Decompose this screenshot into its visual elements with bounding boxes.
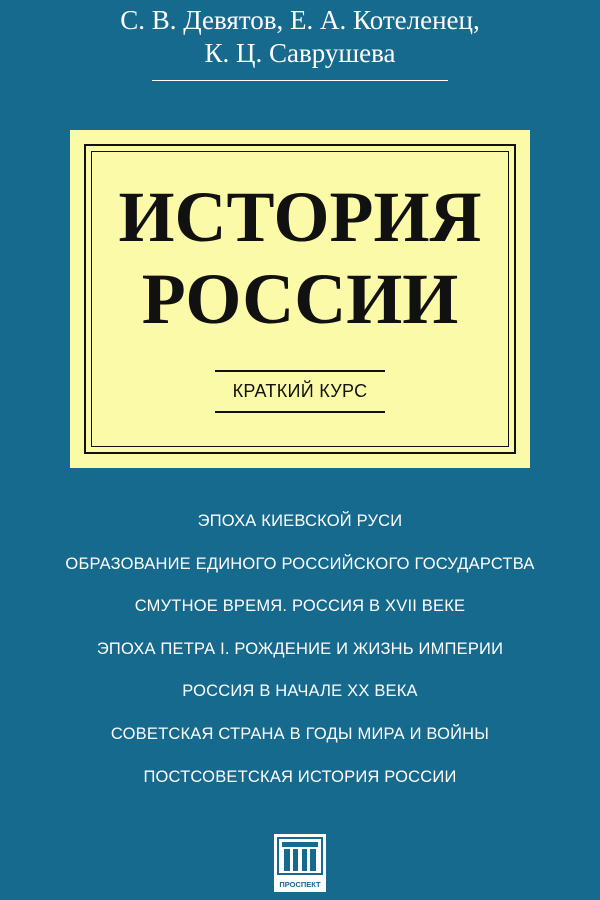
topic-item: ЭПОХА КИЕВСКОЙ РУСИ	[197, 512, 403, 530]
publisher-name: ПРОСПЕКТ	[279, 880, 321, 889]
title-panel	[70, 130, 530, 468]
authors-line-2: К. Ц. Саврушева	[204, 38, 396, 68]
authors	[0, 4, 600, 70]
topic-item: ПОСТСОВЕТСКАЯ ИСТОРИЯ РОССИИ	[143, 767, 457, 786]
book-title-line-1: ИСТОРИЯ	[118, 177, 482, 257]
authors-line-1: С. В. Девятов, Е. А. Котеленец,	[120, 5, 480, 35]
book-title	[70, 176, 530, 340]
subtitle-rule-bottom	[215, 411, 385, 413]
subtitle-rule-top	[215, 370, 385, 372]
authors-divider	[152, 80, 448, 81]
book-title-line-2: РОССИИ	[141, 259, 459, 339]
topic-item: СОВЕТСКАЯ СТРАНА В ГОДЫ МИРА И ВОЙНЫ	[110, 724, 490, 743]
columns-building-icon	[271, 834, 329, 892]
publisher-logo	[271, 834, 329, 892]
book-subtitle: КРАТКИЙ КУРС	[232, 381, 368, 401]
topics-list	[0, 509, 600, 807]
topic-item: ОБРАЗОВАНИЕ ЕДИНОГО РОССИЙСКОГО ГОСУДАРСТВА	[65, 554, 535, 573]
topic-item: СМУТНОЕ ВРЕМЯ. РОССИЯ В XVII ВЕКЕ	[134, 597, 466, 616]
topic-item: ЭПОХА ПЕТРА I. РОЖДЕНИЕ И ЖИЗНЬ ИМПЕРИИ	[96, 639, 504, 658]
topic-item: РОССИЯ В НАЧАЛЕ XX ВЕКА	[182, 682, 418, 701]
